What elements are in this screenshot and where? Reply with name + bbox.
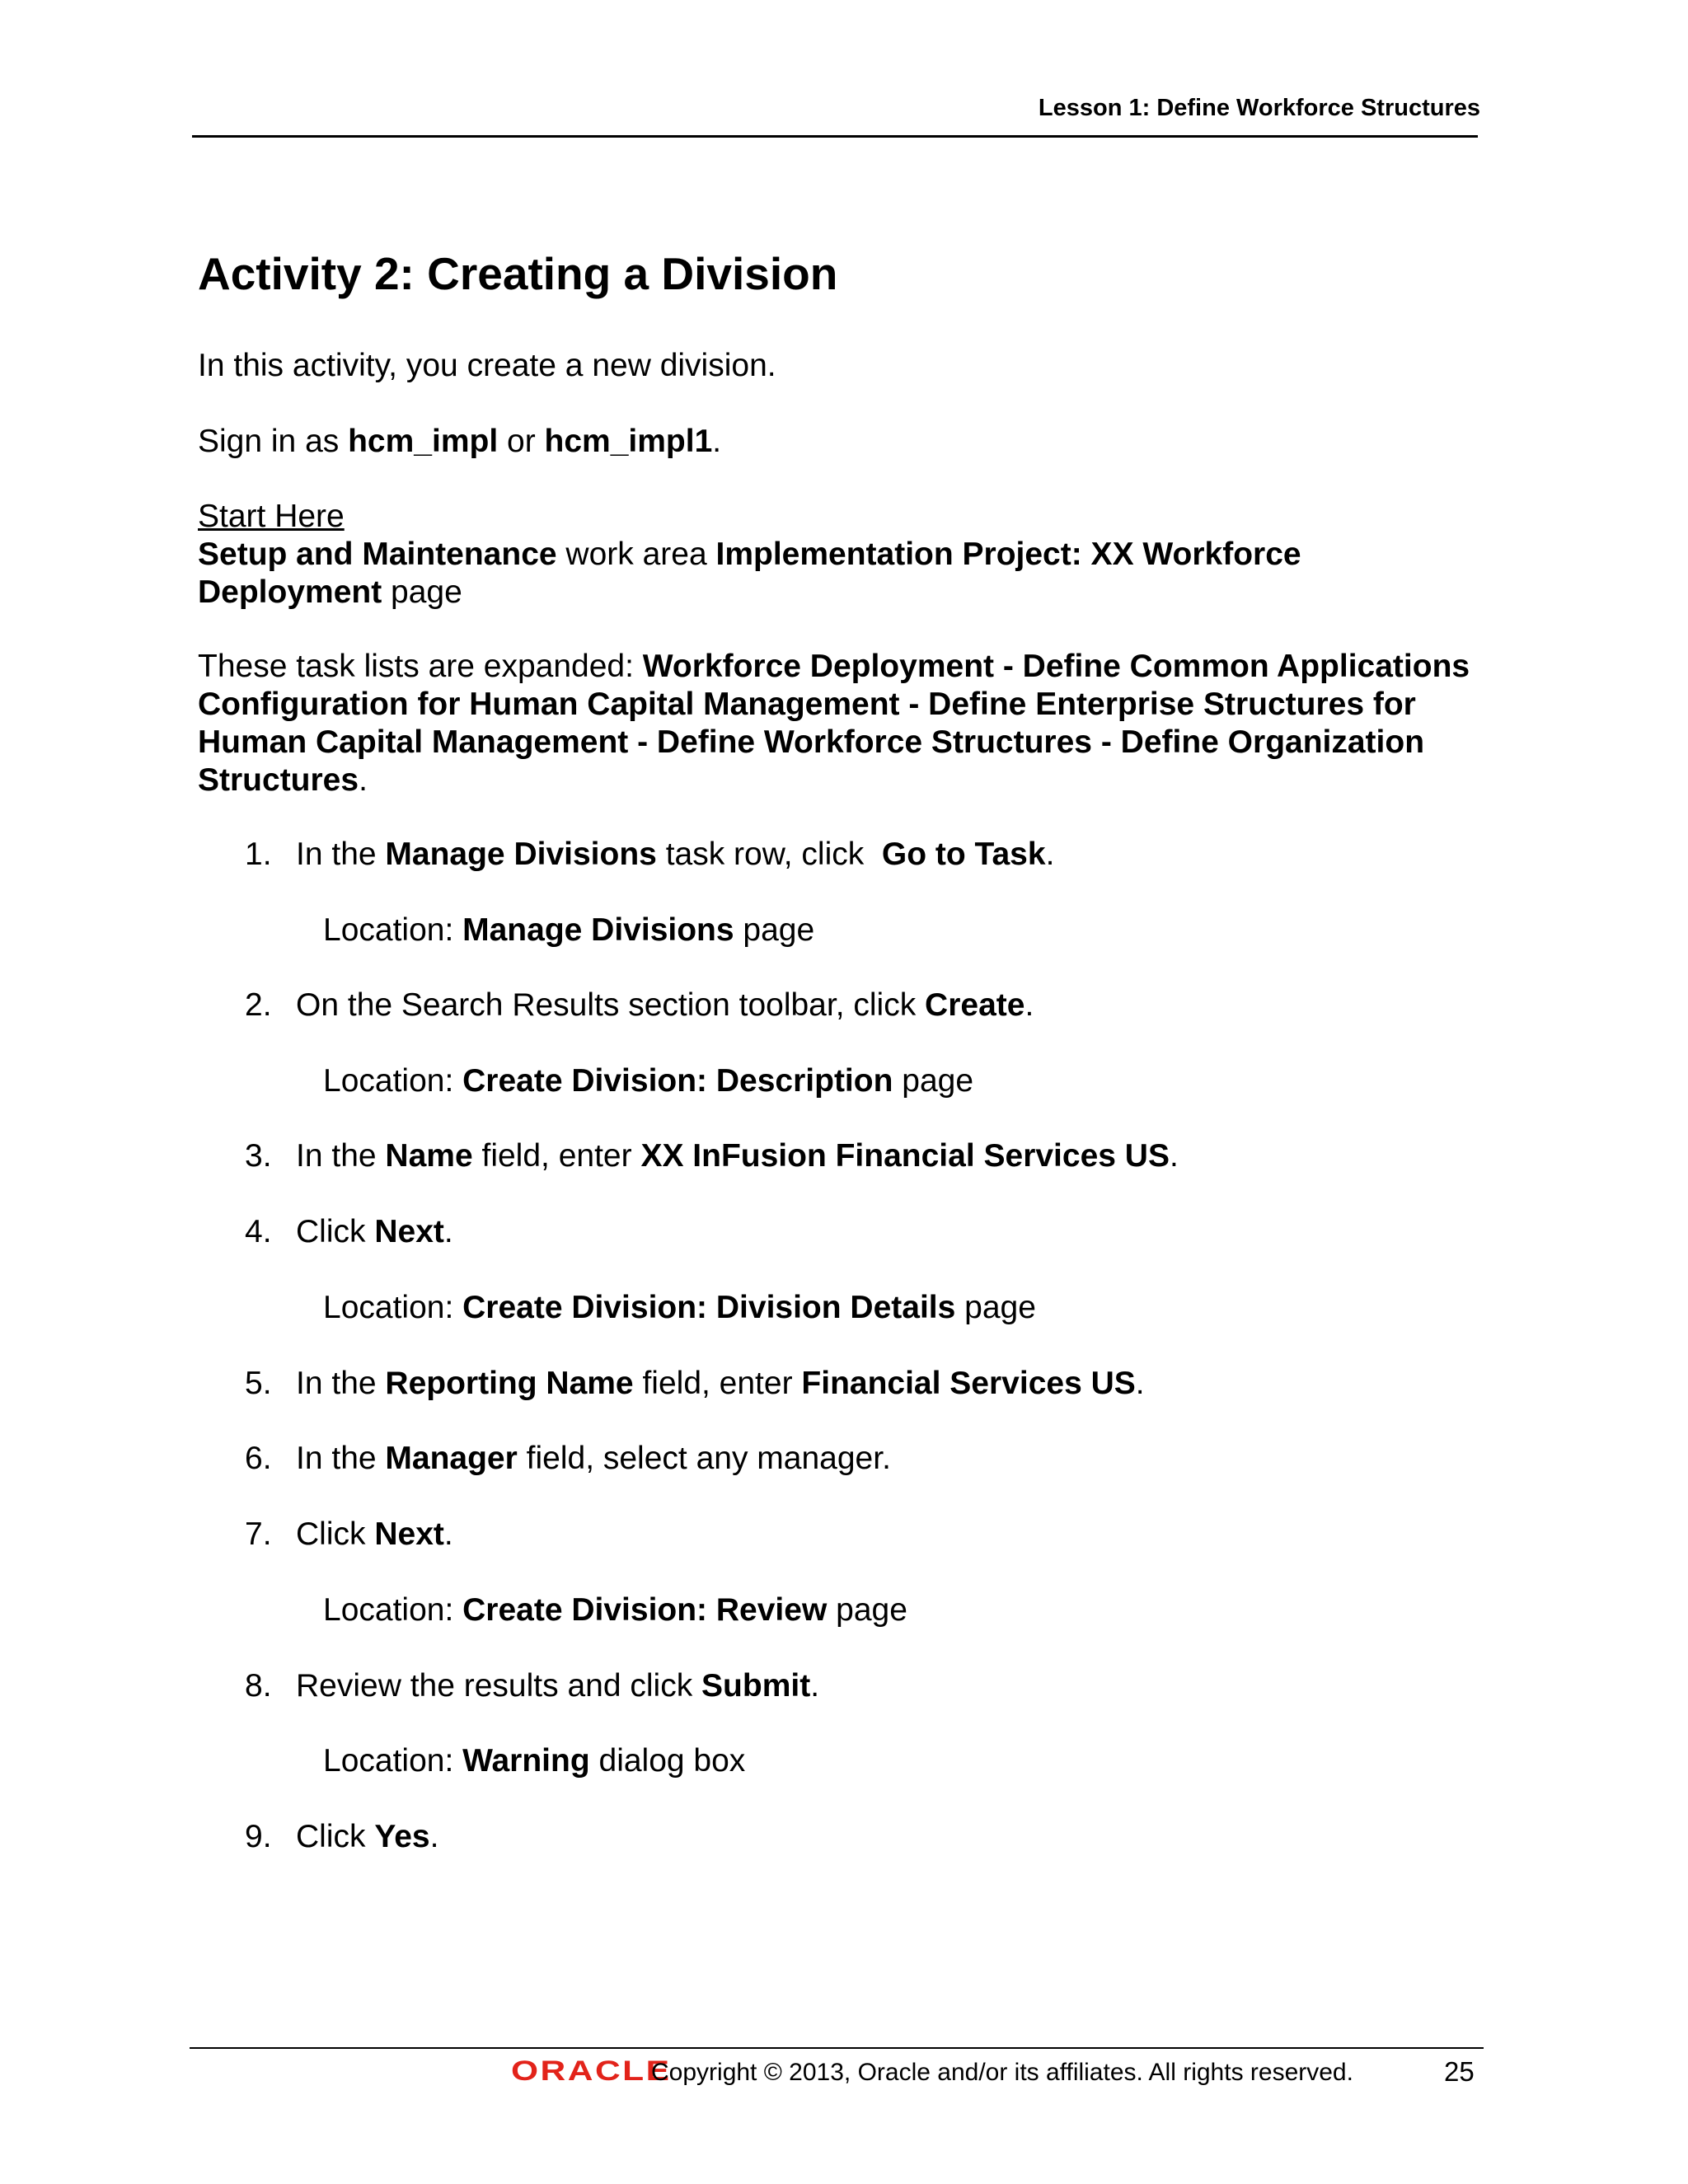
step-4: 4. Click Next. (245, 1214, 453, 1249)
location-3: Location: Create Division: Division Details page (323, 1290, 1036, 1325)
location-1: Location: Manage Divisions page (323, 912, 815, 948)
start-location: Setup and Maintenance work area Implementation Project: XX Workforce Deployment page (198, 537, 1301, 610)
running-header: Lesson 1: Define Workforce Structures (1038, 95, 1480, 121)
location-2: Location: Create Division: Description page (323, 1063, 974, 1099)
step-5: 5. In the Reporting Name field, enter Financial Services US. (245, 1366, 1145, 1401)
location-5: Location: Warning dialog box (323, 1743, 746, 1779)
task-lists-text: These task lists are expanded: Workforce Deployment - Define Common Applications Configuration for Human Capital Management - Define Enterprise Structures for Human Capital Management - Define Workforce Structures - Define Organization Structures. (198, 649, 1470, 798)
user-hcm-impl: hcm_impl (348, 424, 499, 459)
header-rule (192, 135, 1478, 138)
user-hcm-impl1: hcm_impl1 (544, 424, 713, 459)
signin-line: Sign in as hcm_impl or hcm_impl1. (198, 424, 722, 459)
start-here-block (198, 498, 1484, 612)
step-1: 1. In the Manage Divisions task row, click Go to Task. (245, 837, 1055, 872)
location-4: Location: Create Division: Review page (323, 1592, 907, 1628)
step-2: 2. On the Search Results section toolbar, click Create. (245, 987, 1034, 1023)
step-9: 9. Click Yes. (245, 1819, 439, 1854)
page-title: Activity 2: Creating a Division (198, 248, 838, 299)
step-7: 7. Click Next. (245, 1516, 453, 1552)
step-3: 3. In the Name field, enter XX InFusion Financial Services US. (245, 1138, 1179, 1174)
start-here-link[interactable]: Start Here (198, 499, 345, 534)
step-6: 6. In the Manager field, select any manager. (245, 1441, 891, 1476)
step-8: 8. Review the results and click Submit. (245, 1668, 820, 1704)
copyright-text: Copyright © 2013, Oracle and/or its affiliates. All rights reserved. (651, 2059, 1353, 2086)
oracle-logo: ORACLE (511, 2055, 672, 2087)
page-number: 25 (1444, 2056, 1475, 2087)
footer-rule (190, 2047, 1484, 2049)
intro-text: In this activity, you create a new division. (198, 348, 776, 383)
